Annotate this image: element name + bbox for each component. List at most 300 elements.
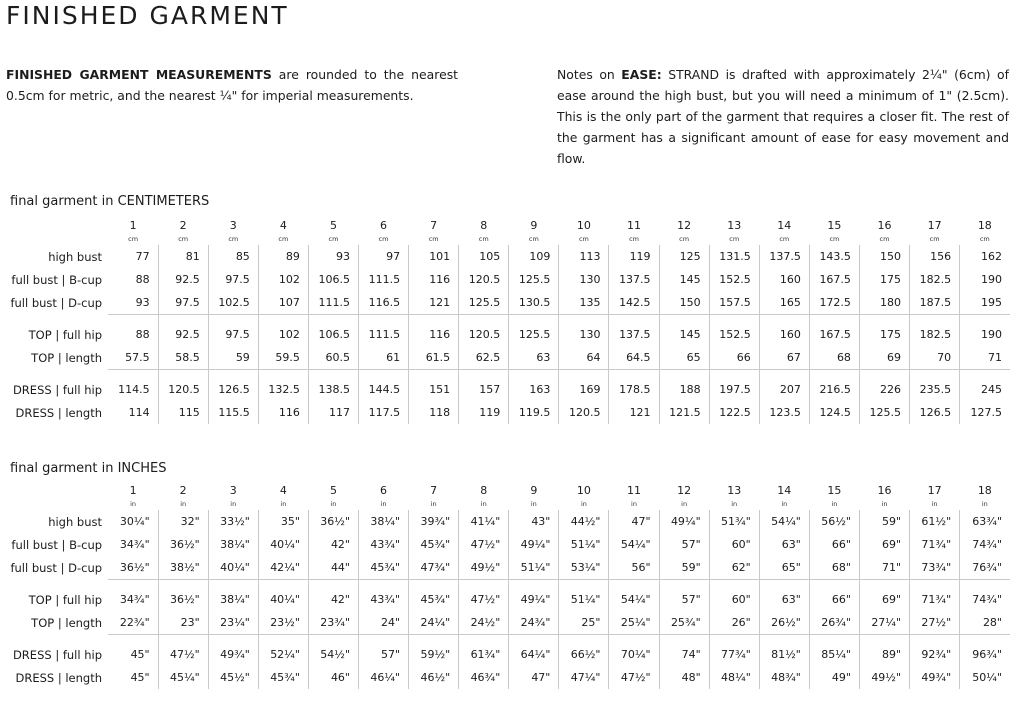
measurement-cell: 63¾" <box>960 510 1010 533</box>
measurement-cell: 175 <box>859 323 909 346</box>
group-divider <box>409 635 459 644</box>
unit-label: cm <box>829 235 840 243</box>
size-header: 15 <box>827 219 842 232</box>
measurement-cell: 60.5 <box>308 346 358 370</box>
measurement-cell: 126.5 <box>208 378 258 401</box>
row-label: full bust | B-cup <box>11 537 103 552</box>
measurement-cell: 47½" <box>459 533 509 556</box>
measurement-cell: 81 <box>158 245 208 268</box>
group-divider <box>459 580 509 589</box>
size-header: 9 <box>530 219 538 232</box>
measurement-cell: 105 <box>459 245 509 268</box>
table-row <box>0 268 1010 291</box>
group-divider <box>459 635 509 644</box>
measurement-cell: 68" <box>809 556 859 580</box>
measurement-cell: 190 <box>960 323 1010 346</box>
measurement-cell: 85¼" <box>809 643 859 666</box>
unit-label: in <box>831 500 838 508</box>
group-divider <box>258 370 308 379</box>
measurement-cell: 142.5 <box>609 291 659 315</box>
group-divider <box>559 580 609 589</box>
measurement-cell: 150 <box>859 245 909 268</box>
measurement-cell: 56" <box>609 556 659 580</box>
gap-spacer <box>0 370 108 379</box>
measurement-cell: 38¼" <box>359 510 409 533</box>
measurement-cell: 125.5 <box>859 401 909 424</box>
group-divider <box>559 315 609 324</box>
measurement-cell: 144.5 <box>359 378 409 401</box>
measurement-cell: 39¾" <box>409 510 459 533</box>
group-divider <box>509 315 559 324</box>
measurement-cell: 66 <box>709 346 759 370</box>
measurement-cell: 51¾" <box>709 510 759 533</box>
measurement-cell: 137.5 <box>609 323 659 346</box>
group-divider <box>809 635 859 644</box>
unit-label: in <box>931 500 938 508</box>
intro-paragraph <box>6 64 458 106</box>
measurement-cell: 245 <box>960 378 1010 401</box>
size-header: 12 <box>677 484 692 497</box>
measurement-cell: 42" <box>308 533 358 556</box>
measurement-cell: 188 <box>659 378 709 401</box>
ease-notes-paragraph <box>557 64 1009 169</box>
measurement-cell: 172.5 <box>809 291 859 315</box>
inch-measurement-table <box>0 483 1010 689</box>
measurement-cell: 71¾" <box>910 588 960 611</box>
measurement-cell: 106.5 <box>308 323 358 346</box>
measurement-cell: 152.5 <box>709 323 759 346</box>
measurement-cell: 52¼" <box>258 643 308 666</box>
group-divider <box>359 315 409 324</box>
unit-spacer <box>0 498 108 510</box>
measurement-cell: 43¾" <box>359 533 409 556</box>
measurement-cell: 25¼" <box>609 611 659 635</box>
row-label: TOP | length <box>31 615 103 630</box>
measurement-cell: 40¼" <box>258 533 308 556</box>
measurement-cell: 137.5 <box>759 245 809 268</box>
page-title: FINISHED GARMENT <box>6 1 289 30</box>
measurement-cell: 125 <box>659 245 709 268</box>
measurement-cell: 121 <box>609 401 659 424</box>
group-divider <box>359 370 409 379</box>
size-header: 15 <box>827 484 842 497</box>
size-header: 8 <box>480 484 488 497</box>
measurement-cell: 121 <box>409 291 459 315</box>
measurement-cell: 49½" <box>859 666 909 689</box>
size-header: 8 <box>480 219 488 232</box>
measurement-cell: 36½" <box>158 533 208 556</box>
measurement-cell: 27½" <box>910 611 960 635</box>
measurement-cell: 85 <box>208 245 258 268</box>
measurement-cell: 30¼" <box>119 515 150 528</box>
group-divider <box>308 315 358 324</box>
measurement-cell: 41¼" <box>459 510 509 533</box>
measurement-cell: 118 <box>409 401 459 424</box>
group-divider <box>759 635 809 644</box>
measurement-cell: 135 <box>559 291 609 315</box>
measurement-cell: 43¾" <box>359 588 409 611</box>
unit-label: in <box>330 500 337 508</box>
group-divider <box>308 580 358 589</box>
unit-spacer <box>0 233 108 245</box>
measurement-cell: 96¾" <box>960 643 1010 666</box>
measurement-cell: 24" <box>359 611 409 635</box>
measurement-cell: 97 <box>359 245 409 268</box>
measurement-cell: 71" <box>859 556 909 580</box>
group-divider <box>509 635 559 644</box>
measurement-cell: 46¾" <box>459 666 509 689</box>
measurement-cell: 26" <box>709 611 759 635</box>
size-header: 11 <box>627 219 642 232</box>
group-divider <box>158 635 208 644</box>
measurement-cell: 36½" <box>308 510 358 533</box>
measurement-cell: 117 <box>308 401 358 424</box>
measurement-cell: 26½" <box>759 611 809 635</box>
measurement-cell: 59" <box>859 510 909 533</box>
size-header: 12 <box>677 219 692 232</box>
table-row <box>0 556 1010 580</box>
table-row <box>0 643 1010 666</box>
measurement-cell: 107 <box>258 291 308 315</box>
measurement-cell: 61 <box>359 346 409 370</box>
table-row <box>0 533 1010 556</box>
measurement-cell: 76¾" <box>960 556 1010 580</box>
measurement-cell: 93 <box>308 245 358 268</box>
measurement-cell: 74¾" <box>960 588 1010 611</box>
measurement-cell: 101 <box>409 245 459 268</box>
measurement-cell: 64¼" <box>509 643 559 666</box>
table-row <box>0 401 1010 424</box>
group-divider <box>809 370 859 379</box>
table-row <box>0 346 1010 370</box>
measurement-cell: 40¼" <box>258 588 308 611</box>
unit-label: in <box>180 500 187 508</box>
unit-label: in <box>981 500 988 508</box>
measurement-cell: 137.5 <box>609 268 659 291</box>
measurement-cell: 92¾" <box>910 643 960 666</box>
group-divider <box>960 370 1010 379</box>
size-header: 14 <box>777 484 792 497</box>
group-divider <box>359 635 409 644</box>
measurement-cell: 130 <box>559 268 609 291</box>
measurement-cell: 89 <box>258 245 308 268</box>
measurement-cell: 64 <box>559 346 609 370</box>
measurement-cell: 63" <box>759 533 809 556</box>
measurement-cell: 61½" <box>910 510 960 533</box>
unit-label: cm <box>328 235 339 243</box>
group-divider <box>609 370 659 379</box>
measurement-cell: 65" <box>759 556 809 580</box>
cm-table-heading: final garment in CENTIMETERS <box>10 194 210 209</box>
header-spacer <box>0 218 108 233</box>
measurement-cell: 120.5 <box>459 323 509 346</box>
measurement-cell: 182.5 <box>910 268 960 291</box>
unit-label: cm <box>979 235 990 243</box>
size-header: 7 <box>430 484 438 497</box>
measurement-cell: 178.5 <box>609 378 659 401</box>
unit-label: in <box>480 500 487 508</box>
group-divider <box>910 635 960 644</box>
measurement-cell: 119 <box>459 401 509 424</box>
measurement-cell: 180 <box>859 291 909 315</box>
unit-label: in <box>430 500 437 508</box>
measurement-cell: 81½" <box>759 643 809 666</box>
unit-label: cm <box>378 235 389 243</box>
table-row <box>0 611 1010 635</box>
measurement-cell: 40¼" <box>208 556 258 580</box>
group-divider <box>258 580 308 589</box>
measurement-cell: 125.5 <box>509 268 559 291</box>
group-divider <box>108 370 158 379</box>
measurement-cell: 97.5 <box>208 323 258 346</box>
measurement-cell: 47" <box>609 510 659 533</box>
measurement-cell: 187.5 <box>910 291 960 315</box>
group-divider <box>659 635 709 644</box>
unit-label: in <box>230 500 237 508</box>
unit-label: in <box>781 500 788 508</box>
measurement-cell: 54½" <box>308 643 358 666</box>
measurement-cell: 23¼" <box>208 611 258 635</box>
row-label: TOP | full hip <box>28 327 103 342</box>
group-divider <box>208 370 258 379</box>
measurement-cell: 73¾" <box>910 556 960 580</box>
size-header: 3 <box>229 219 237 232</box>
measurement-cell: 124.5 <box>809 401 859 424</box>
measurement-cell: 51¼" <box>559 588 609 611</box>
measurement-cell: 127.5 <box>960 401 1010 424</box>
measurement-cell: 61.5 <box>409 346 459 370</box>
measurement-cell: 89" <box>859 643 909 666</box>
size-header: 17 <box>927 484 942 497</box>
group-divider <box>409 315 459 324</box>
measurement-cell: 36½" <box>158 588 208 611</box>
group-divider <box>108 315 158 324</box>
measurement-cell: 116 <box>409 323 459 346</box>
group-divider <box>809 315 859 324</box>
table-row <box>0 666 1010 689</box>
group-divider <box>709 370 759 379</box>
group-divider <box>108 580 158 589</box>
group-divider <box>859 370 909 379</box>
measurement-cell: 45" <box>130 671 150 684</box>
measurement-cell: 117.5 <box>359 401 409 424</box>
measurement-cell: 106.5 <box>308 268 358 291</box>
measurement-cell: 48¾" <box>759 666 809 689</box>
measurement-cell: 49¾" <box>208 643 258 666</box>
measurement-cell: 46¼" <box>359 666 409 689</box>
measurement-cell: 50¼" <box>960 666 1010 689</box>
size-header: 6 <box>380 219 388 232</box>
measurement-cell: 54¼" <box>609 588 659 611</box>
measurement-cell: 23¾" <box>308 611 358 635</box>
measurement-cell: 66½" <box>559 643 609 666</box>
unit-label: in <box>881 500 888 508</box>
measurement-cell: 60" <box>709 588 759 611</box>
group-divider <box>960 580 1010 589</box>
measurement-cell: 59" <box>659 556 709 580</box>
measurement-cell: 190 <box>960 268 1010 291</box>
size-header: 11 <box>627 484 642 497</box>
group-divider <box>258 315 308 324</box>
group-divider <box>809 580 859 589</box>
unit-label: cm <box>629 235 639 243</box>
measurement-cell: 69" <box>859 533 909 556</box>
measurement-cell: 120.5 <box>559 401 609 424</box>
measurement-cell: 125.5 <box>459 291 509 315</box>
unit-label: cm <box>578 235 589 243</box>
unit-label: cm <box>178 235 189 243</box>
measurement-cell: 207 <box>759 378 809 401</box>
unit-label: cm <box>929 235 940 243</box>
group-divider <box>158 315 208 324</box>
measurement-cell: 47½" <box>609 666 659 689</box>
measurement-cell: 61¾" <box>459 643 509 666</box>
measurement-cell: 42¼" <box>258 556 308 580</box>
measurement-cell: 45¼" <box>158 666 208 689</box>
measurement-cell: 77¾" <box>709 643 759 666</box>
measurement-cell: 226 <box>859 378 909 401</box>
size-header: 1 <box>129 484 137 497</box>
measurement-cell: 111.5 <box>359 323 409 346</box>
size-header: 14 <box>777 219 792 232</box>
measurement-cell: 131.5 <box>709 245 759 268</box>
measurement-cell: 47¼" <box>559 666 609 689</box>
measurement-cell: 47½" <box>158 643 208 666</box>
measurement-cell: 45¾" <box>409 533 459 556</box>
measurement-cell: 71¾" <box>910 533 960 556</box>
measurement-cell: 38¼" <box>208 588 258 611</box>
measurement-cell: 145 <box>659 268 709 291</box>
measurement-cell: 162 <box>960 245 1010 268</box>
measurement-cell: 49½" <box>459 556 509 580</box>
unit-label: in <box>580 500 587 508</box>
measurement-cell: 45" <box>130 648 150 661</box>
table-row <box>0 510 1010 533</box>
cm-measurement-table <box>0 218 1010 424</box>
size-header: 2 <box>179 484 187 497</box>
group-divider <box>208 635 258 644</box>
size-header: 17 <box>927 219 942 232</box>
measurement-cell: 74" <box>659 643 709 666</box>
measurement-cell: 51¼" <box>559 533 609 556</box>
measurement-cell: 47½" <box>459 588 509 611</box>
unit-label: in <box>130 500 137 508</box>
measurement-cell: 49¼" <box>659 510 709 533</box>
measurement-cell: 60" <box>709 533 759 556</box>
group-divider <box>759 315 809 324</box>
measurement-cell: 115 <box>158 401 208 424</box>
unit-label: in <box>681 500 688 508</box>
measurement-cell: 125.5 <box>509 323 559 346</box>
measurement-cell: 57" <box>359 643 409 666</box>
row-label: full bust | D-cup <box>10 295 103 310</box>
size-header: 5 <box>329 484 337 497</box>
size-header: 18 <box>977 484 992 497</box>
measurement-cell: 132.5 <box>258 378 308 401</box>
measurement-cell: 102.5 <box>208 291 258 315</box>
measurement-cell: 24½" <box>459 611 509 635</box>
measurement-cell: 65 <box>659 346 709 370</box>
group-divider <box>158 580 208 589</box>
group-divider <box>409 580 459 589</box>
measurement-cell: 33½" <box>208 510 258 533</box>
group-divider <box>709 635 759 644</box>
row-label: high bust <box>48 514 103 529</box>
group-divider <box>960 315 1010 324</box>
size-header: 4 <box>279 484 287 497</box>
measurement-cell: 92.5 <box>158 268 208 291</box>
measurement-cell: 113 <box>559 245 609 268</box>
measurement-cell: 49" <box>809 666 859 689</box>
measurement-cell: 93 <box>135 296 150 309</box>
measurement-cell: 36½" <box>119 561 150 574</box>
measurement-cell: 47" <box>509 666 559 689</box>
unit-label: cm <box>428 235 439 243</box>
measurement-cell: 51¼" <box>509 556 559 580</box>
measurement-cell: 69 <box>859 346 909 370</box>
measurement-cell: 66" <box>809 588 859 611</box>
measurement-cell: 150 <box>659 291 709 315</box>
row-label: TOP | full hip <box>28 592 103 607</box>
group-divider <box>559 370 609 379</box>
measurement-cell: 23½" <box>258 611 308 635</box>
measurement-cell: 97.5 <box>158 291 208 315</box>
measurement-cell: 102 <box>258 323 308 346</box>
measurement-cell: 59½" <box>409 643 459 666</box>
measurement-cell: 130.5 <box>509 291 559 315</box>
measurement-cell: 58.5 <box>158 346 208 370</box>
measurement-cell: 102 <box>258 268 308 291</box>
size-header: 6 <box>380 484 388 497</box>
group-divider <box>960 635 1010 644</box>
group-divider <box>609 635 659 644</box>
group-divider <box>509 580 559 589</box>
group-divider <box>108 635 158 644</box>
unit-label: cm <box>729 235 740 243</box>
measurement-cell: 130 <box>559 323 609 346</box>
group-divider <box>509 370 559 379</box>
measurement-cell: 45¾" <box>409 588 459 611</box>
group-divider <box>910 370 960 379</box>
measurement-cell: 44" <box>308 556 358 580</box>
row-label: TOP | length <box>31 350 103 365</box>
measurement-cell: 119 <box>609 245 659 268</box>
measurement-cell: 67 <box>759 346 809 370</box>
measurement-cell: 122.5 <box>709 401 759 424</box>
size-header: 16 <box>877 484 892 497</box>
row-label: DRESS | length <box>15 670 103 685</box>
group-divider <box>158 370 208 379</box>
measurement-cell: 26¾" <box>809 611 859 635</box>
group-divider <box>659 580 709 589</box>
measurement-cell: 116 <box>409 268 459 291</box>
measurement-cell: 165 <box>759 291 809 315</box>
measurement-cell: 111.5 <box>308 291 358 315</box>
measurement-cell: 25¾" <box>659 611 709 635</box>
measurement-cell: 126.5 <box>910 401 960 424</box>
measurement-cell: 157.5 <box>709 291 759 315</box>
intro-text: are rounded to the nearest 0.5cm for metric, and the nearest ¼" for imperial measurements. <box>6 67 459 103</box>
measurement-cell: 160 <box>759 323 809 346</box>
measurement-cell: 45½" <box>208 666 258 689</box>
measurement-cell: 27¼" <box>859 611 909 635</box>
measurement-cell: 116 <box>258 401 308 424</box>
unit-label: in <box>380 500 387 508</box>
measurement-cell: 38½" <box>158 556 208 580</box>
row-label: full bust | D-cup <box>10 560 103 575</box>
unit-label: cm <box>779 235 790 243</box>
measurement-cell: 35" <box>258 510 308 533</box>
